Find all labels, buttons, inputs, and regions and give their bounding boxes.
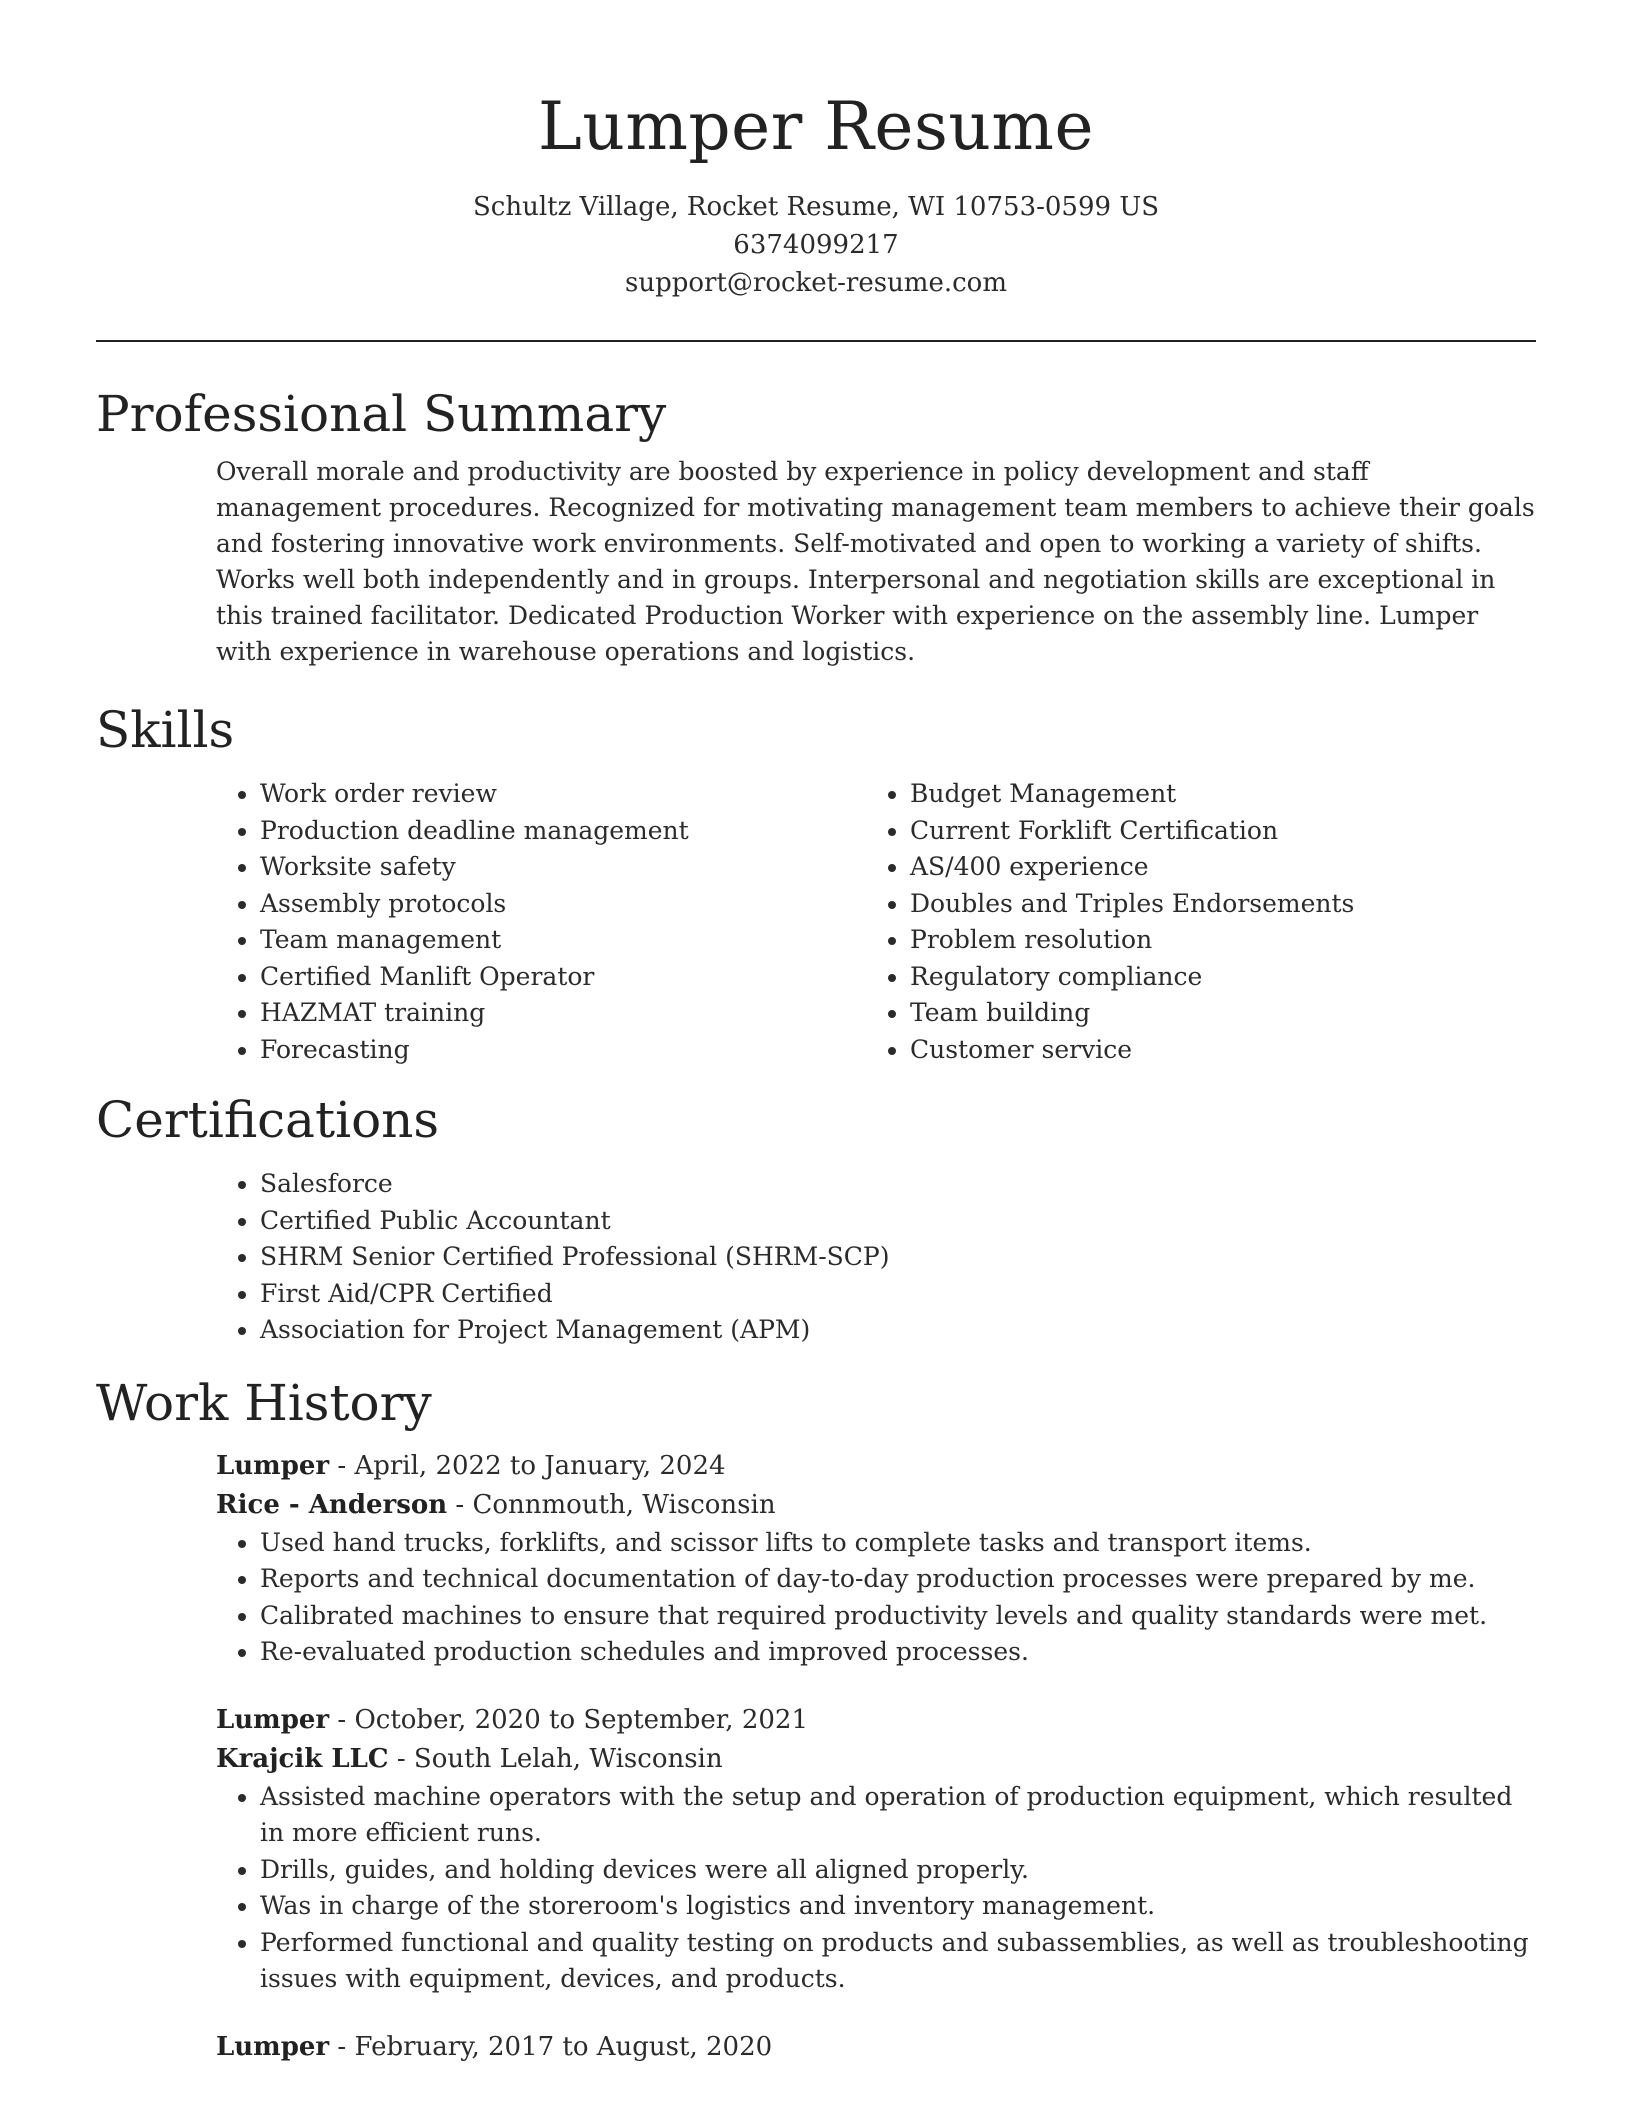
job-company: Krajcik LLC bbox=[216, 1743, 389, 1774]
job-dates: April, 2022 to January, 2024 bbox=[354, 1450, 726, 1481]
job-duty-item: • Reports and technical documentation of day-to-day production processes were prepared by me. bbox=[260, 1561, 1536, 1598]
skills-list-right bbox=[866, 776, 1516, 1068]
contact-email: support@rocket-resume.com bbox=[624, 268, 1007, 298]
job-company: Rice - Anderson bbox=[216, 1489, 448, 1520]
job-location: South Lelah, Wisconsin bbox=[413, 1743, 723, 1774]
skill-item: • Doubles and Triples Endorsements bbox=[910, 886, 1516, 923]
skill-item: • Customer service bbox=[910, 1032, 1516, 1069]
certifications-list bbox=[216, 1166, 1536, 1349]
work-history-list bbox=[216, 1447, 1536, 2067]
summary-text: Overall morale and productivity are boosted by experience in policy development and staff management procedures. Recognized for motivating management team members to achieve their goals and fostering innovative work environments. Self-motivated and open to working a variety of shifts. Works well both independently and in groups. Interpersonal and negotiation skills are exceptional in this trained facilitator. Dedicated Production Worker with experience on the assembly line. Lumper with experience in warehouse operations and logistics. bbox=[216, 457, 1535, 666]
skill-item: • Certified Manlift Operator bbox=[260, 959, 866, 996]
job-role: Lumper bbox=[216, 1704, 330, 1735]
job-separator: - bbox=[388, 1743, 414, 1774]
job-duty-item: • Assisted machine operators with the setup and operation of production equipment, which resulted in more efficient runs. bbox=[260, 1779, 1536, 1852]
certifications-block bbox=[216, 1166, 1536, 1349]
job-duty-item: • Was in charge of the storeroom's logistics and inventory management. bbox=[260, 1888, 1536, 1925]
skills-list-left bbox=[216, 776, 866, 1068]
job-duty-item: • Performed functional and quality testing on products and subassemblies, as well as troubleshooting issues with equipment, devices, and products. bbox=[260, 1925, 1536, 1998]
skill-item: • Budget Management bbox=[910, 776, 1516, 813]
certification-item: • First Aid/CPR Certified bbox=[260, 1276, 1536, 1313]
job-entry bbox=[216, 1447, 1536, 1671]
resume-page bbox=[96, 0, 1536, 2067]
certifications-heading: Certifications bbox=[96, 1091, 440, 1149]
job-title-line bbox=[216, 1701, 1536, 1740]
skill-item: • Regulatory compliance bbox=[910, 959, 1516, 996]
job-separator: - bbox=[447, 1489, 473, 1520]
job-title-line bbox=[216, 1447, 1536, 1486]
certification-item: • Association for Project Management (APM) bbox=[260, 1312, 1536, 1349]
job-duty-item: • Calibrated machines to ensure that required productivity levels and quality standards were met. bbox=[260, 1598, 1536, 1635]
job-separator: - bbox=[329, 1704, 355, 1735]
contact-block bbox=[96, 188, 1536, 302]
skill-item: • Forecasting bbox=[260, 1032, 866, 1069]
certification-item: • SHRM Senior Certified Professional (SHRM-SCP) bbox=[260, 1239, 1536, 1276]
certification-item: • Salesforce bbox=[260, 1166, 1536, 1203]
skill-item: • HAZMAT training bbox=[260, 995, 866, 1032]
skill-item: • Production deadline management bbox=[260, 813, 866, 850]
job-entry bbox=[216, 1701, 1536, 1998]
skill-item: • AS/400 experience bbox=[910, 849, 1516, 886]
job-dates: October, 2020 to September, 2021 bbox=[354, 1704, 808, 1735]
job-role: Lumper bbox=[216, 2031, 330, 2062]
skill-item: • Problem resolution bbox=[910, 922, 1516, 959]
job-duty-item: • Used hand trucks, forklifts, and scissor lifts to complete tasks and transport items. bbox=[260, 1525, 1536, 1562]
skill-item: • Team building bbox=[910, 995, 1516, 1032]
job-entry bbox=[216, 2028, 1536, 2067]
resume-title: Lumper Resume bbox=[537, 88, 1095, 165]
contact-address: Schultz Village, Rocket Resume, WI 10753-0599 US bbox=[472, 192, 1160, 222]
skill-item: • Current Forklift Certification bbox=[910, 813, 1516, 850]
job-company-line bbox=[216, 1486, 1536, 1525]
job-duty-item: • Drills, guides, and holding devices were all aligned properly. bbox=[260, 1852, 1536, 1889]
skills-heading: Skills bbox=[96, 701, 235, 759]
skills-grid bbox=[216, 776, 1536, 1068]
job-company-line bbox=[216, 1740, 1536, 1779]
job-separator: - bbox=[329, 2031, 355, 2062]
skill-item: • Team management bbox=[260, 922, 866, 959]
skill-item: • Worksite safety bbox=[260, 849, 866, 886]
skills-column-right bbox=[866, 776, 1516, 1068]
work-history-heading: Work History bbox=[96, 1373, 432, 1432]
skill-item: • Work order review bbox=[260, 776, 866, 813]
certification-item: • Certified Public Accountant bbox=[260, 1203, 1536, 1240]
job-separator: - bbox=[329, 1450, 355, 1481]
contact-phone: 6374099217 bbox=[733, 230, 899, 260]
job-duties-list bbox=[216, 1525, 1536, 1671]
job-dates: February, 2017 to August, 2020 bbox=[354, 2031, 773, 2062]
skill-item: • Assembly protocols bbox=[260, 886, 866, 923]
resume-header bbox=[96, 0, 1536, 302]
skills-column-left bbox=[216, 776, 866, 1068]
job-title-line bbox=[216, 2028, 1536, 2067]
job-duties-list bbox=[216, 1779, 1536, 1998]
job-role: Lumper bbox=[216, 1450, 330, 1481]
job-duty-item: • Re-evaluated production schedules and improved processes. bbox=[260, 1634, 1536, 1671]
job-location: Connmouth, Wisconsin bbox=[472, 1489, 776, 1520]
summary-heading: Professional Summary bbox=[96, 385, 667, 443]
header-divider bbox=[96, 340, 1536, 342]
